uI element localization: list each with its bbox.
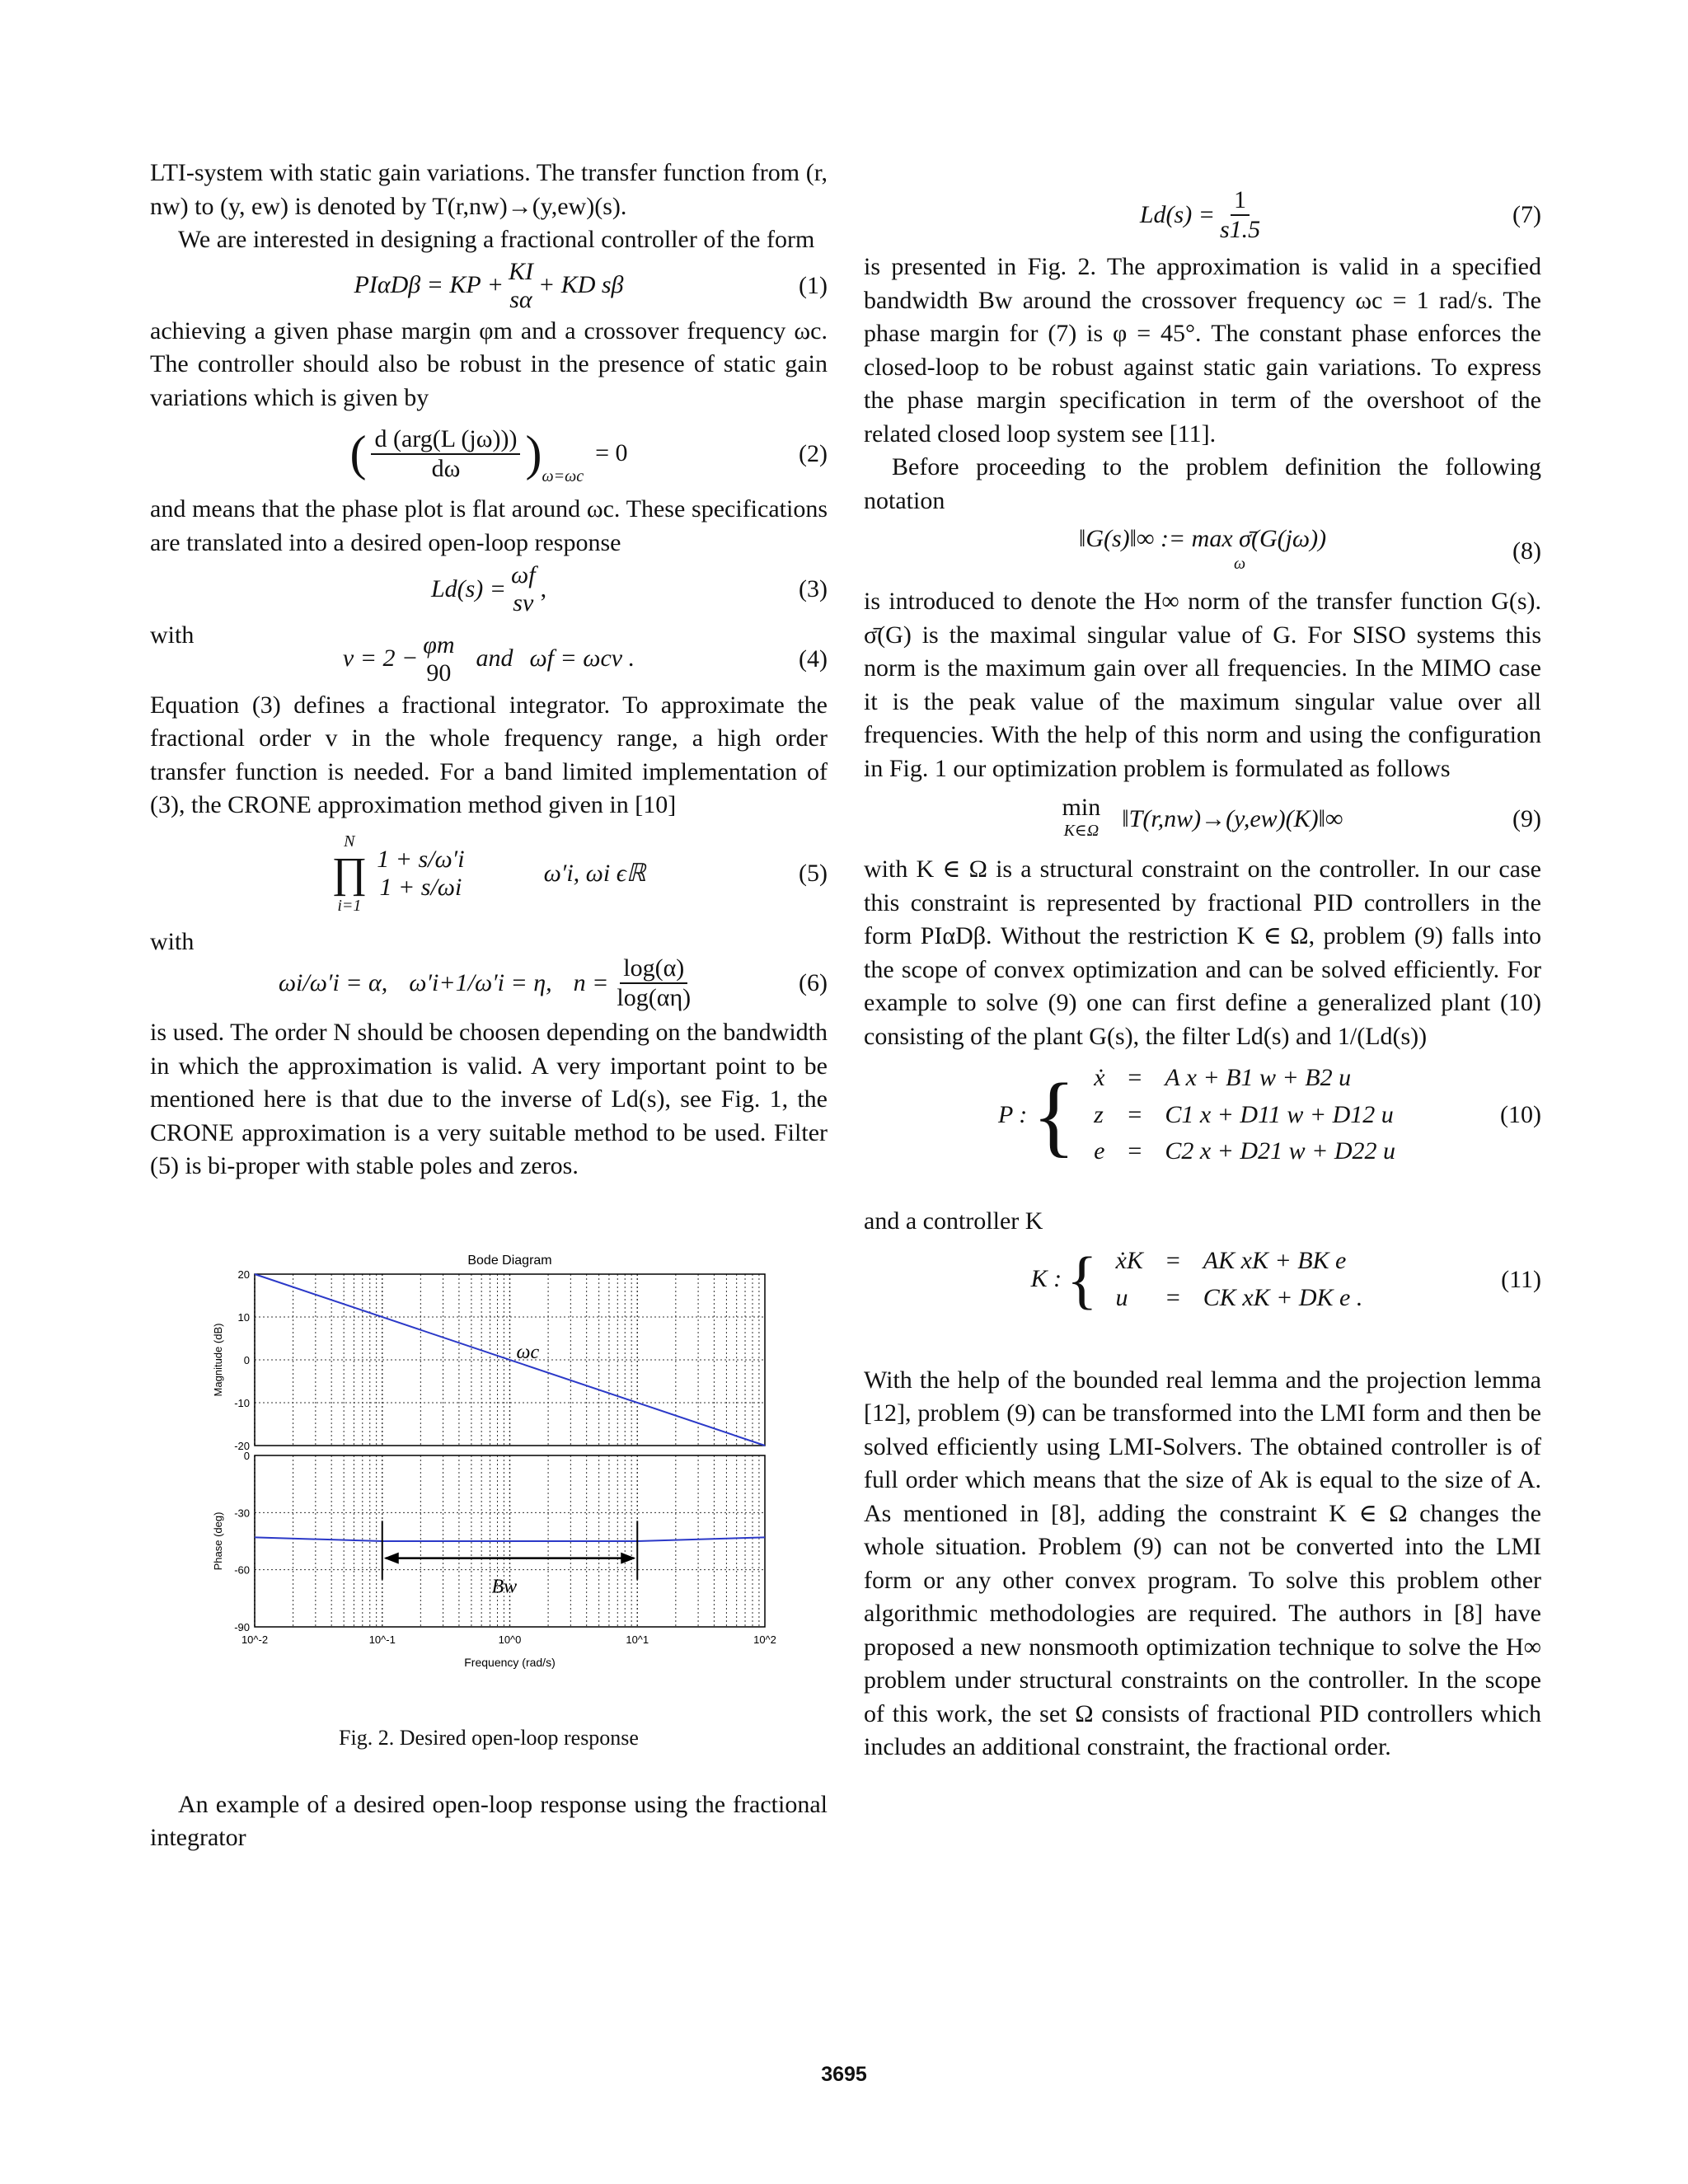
equation-6 <box>150 950 828 1016</box>
eq-text: and <box>476 644 513 673</box>
y-tick-label: -20 <box>234 1439 250 1452</box>
chart-title: Bode Diagram <box>467 1253 552 1268</box>
eq-subscript: K∈Ω <box>1063 822 1100 840</box>
eq-text: ‖G(s)‖∞ := max σ̄(G(jω)) <box>1078 525 1327 552</box>
equation-number: (3) <box>799 574 828 602</box>
y-tick-label: -30 <box>234 1506 250 1519</box>
paragraph: is used. The order N should be choosen depending on the bandwidth in which the approximation is valid. A very important point to be mentioned here is that due to the inverse of Ld(s), see Fig. 1, the CRONE approximation is a very suitable method to be used. Filter (5) is bi-proper with stable poles and zeros. <box>150 1019 828 1179</box>
eq-den: 90 <box>426 658 452 687</box>
paragraph: and a controller K <box>864 1207 1043 1235</box>
x-tick-label: 10^2 <box>753 1633 776 1646</box>
equation-number: (6) <box>799 968 828 996</box>
eq-text: ω′i+1/ω′i = η, <box>409 968 552 996</box>
y-tick-label: 20 <box>237 1268 250 1281</box>
equation-10 <box>864 1053 1541 1177</box>
system-row: ẋK = AK xK + BK e <box>1115 1247 1347 1274</box>
eq-subscript: ω <box>1233 555 1246 573</box>
product-symbol: ∏ <box>331 850 368 897</box>
y-tick-label: -60 <box>234 1563 250 1577</box>
eq-operator: min <box>1062 794 1101 821</box>
eq-subscript: ω=ωc <box>542 466 584 485</box>
equation-1 <box>150 257 828 315</box>
x-tick-label: 10^-2 <box>241 1633 269 1646</box>
system-table <box>1104 1243 1375 1316</box>
x-axis-label: Frequency (rad/s) <box>464 1655 556 1669</box>
eq-den: sv <box>513 589 534 616</box>
eq-num: φm <box>423 630 455 658</box>
equation-number: (11) <box>1501 1265 1541 1293</box>
annotation-bw: Bw <box>491 1576 518 1598</box>
system-table <box>1082 1060 1407 1170</box>
equation-number: (8) <box>1512 537 1541 565</box>
equation-number: (2) <box>799 439 828 467</box>
y-tick-label: -10 <box>234 1396 250 1409</box>
eq-text: Ld(s) = <box>1139 200 1215 228</box>
eq-text: ωi/ω′i = α, <box>278 968 388 996</box>
eq-text: n = <box>573 968 609 996</box>
eq-limit: N <box>344 832 355 851</box>
y-axis-label: Phase (deg) <box>212 1511 224 1570</box>
arrow-head <box>384 1552 399 1563</box>
equation-4 <box>150 630 828 689</box>
brace: { <box>1067 1243 1098 1315</box>
system-row: z = C1 x + D11 w + D12 u <box>1094 1100 1394 1128</box>
eq-text: ω′i, ωi ϵℝ <box>543 859 646 887</box>
paragraph: With the help of the bounded real lemma and the projection lemma [12], problem (9) can be transformed into the LMI form and then be solved efficiently using LMI-Solvers. The obtained controller is of full order which means that the size of Ak is equal to the size of A. As mentioned in [8], adding the constraint K ∈ Ω changes the whole situation. Problem (9) can not be converted into the LMI form or any other convex program. To solve this problem other algorithmic methodologies are required. The authors in [8] have proposed a new nonsmooth optimization technique to solve the H∞ problem under structural constraints on the controller. In the scope of this work, the set Ω consists of fractional PID controllers which includes an additional constraint, the fractional order. <box>864 1366 1541 1760</box>
left-column <box>150 157 828 1855</box>
paragraph: with K ∈ Ω is a structural constraint on the controller. In our case this constraint is represented by fractional PID controllers in the form PIαDβ. Without the restriction K ∈ Ω, problem (9) falls into the scope of convex optimization and can be solved efficiently. For example to solve (9) one can first define a generalized plant (10) consisting of the plant G(s), the filter Ld(s) and 1/(Ld(s)) <box>864 855 1541 1050</box>
paragraph: We are interested in designing a fractional controller of the form <box>178 226 815 253</box>
paragraph: is presented in Fig. 2. The approximation is valid in a specified bandwidth Bw around the crossover frequency ωc = 1 rad/s. The phase margin for (7) is φ = 45°. The constant phase enforces the closed-loop to be robust against static gain variations. To express the phase margin specification in term of the overshoot of the related closed loop system see [11]. <box>864 253 1541 448</box>
page-number: 3695 <box>821 2063 867 2086</box>
equation-8 <box>864 518 1541 585</box>
eq-den: s1.5 <box>1219 216 1261 243</box>
paragraph: with <box>150 927 195 955</box>
eq-num: ωf <box>511 561 536 588</box>
eq-text: Ld(s) = <box>430 574 507 602</box>
equation-number: (7) <box>1512 200 1541 228</box>
eq-label: K : <box>1030 1265 1062 1293</box>
equation-9 <box>864 785 1541 853</box>
eq-num: 1 + s/ω′i <box>377 846 465 873</box>
y-tick-label: -90 <box>234 1620 250 1633</box>
right-column <box>864 157 1541 1765</box>
y-axis-label: Magnitude (dB) <box>212 1323 224 1396</box>
equation-11 <box>864 1239 1541 1321</box>
eq-text: , <box>540 574 547 602</box>
eq-text: + KD sβ <box>537 271 624 299</box>
equation-2: ( $\frac{\text{d (arg(L (jω)))}}{d\omega}$ ) ω=ωc = 0 (2) <box>150 415 828 493</box>
paragraph: with <box>150 621 195 649</box>
eq-num: 1 <box>1231 186 1250 216</box>
equation-number: (9) <box>1512 804 1541 832</box>
equation-number: (5) <box>799 859 828 887</box>
eq-num: log(α) <box>620 954 687 984</box>
brace: { <box>1032 1065 1076 1165</box>
y-tick-label: 10 <box>237 1310 250 1324</box>
paragraph: Equation (3) defines a fractional integrator. To approximate the fractional order v in the whole frequency range, a high order transfer function is needed. For a band limited implementation of (3), the CRONE approximation method given in [10] <box>150 691 828 818</box>
eq-num: d (arg(L (jω))) <box>371 425 520 455</box>
system-row: ẋ = A x + B1 w + B2 u <box>1094 1064 1352 1092</box>
equation-3 <box>150 560 828 619</box>
system-row: e = C2 x + D21 w + D22 u <box>1094 1137 1395 1165</box>
paragraph: achieving a given phase margin φm and a crossover frequency ωc. The controller should also be robust in the presence of static gain variations which is given by <box>150 316 828 411</box>
system-row: u = CK xK + DK e . <box>1115 1283 1363 1311</box>
eq-num: KI <box>508 257 533 285</box>
y-tick-label: 0 <box>243 1449 250 1462</box>
x-tick-label: 10^1 <box>626 1633 649 1646</box>
arrow-head <box>621 1552 635 1563</box>
y-tick-label: 0 <box>243 1353 250 1366</box>
eq-text: ωf = ωcv . <box>529 644 635 673</box>
eq-den: sα <box>509 285 532 313</box>
eq-text: PIαDβ = KP + <box>354 271 504 299</box>
eq-den: 1 + s/ωi <box>379 874 462 901</box>
paragraph: Before proceeding to the problem definition the following notation <box>864 453 1541 514</box>
equation-number: (1) <box>799 271 828 299</box>
equation-number: (4) <box>799 644 828 673</box>
paragraph: LTI-system with static gain variations. The transfer function from (r, nw) to (y, ew) is denoted by T(r,nw)→(y,ew)(s). <box>150 159 828 220</box>
annotation-wc: ωc <box>516 1341 540 1363</box>
eq-label: P : <box>998 1100 1028 1128</box>
equation-number: (10) <box>1500 1100 1541 1128</box>
eq-den: log(αη) <box>617 984 692 1011</box>
equation-5 <box>150 823 828 926</box>
x-tick-label: 10^0 <box>498 1633 522 1646</box>
eq-den: dω <box>431 454 461 482</box>
eq-text: v = 2 − <box>342 644 419 673</box>
figure-caption: Fig. 2. Desired open-loop response <box>339 1726 639 1750</box>
eq-text: = 0 <box>595 439 628 467</box>
eq-limit: i=1 <box>337 897 362 915</box>
paragraph: An example of a desired open-loop response using the fractional integrator <box>150 1790 828 1851</box>
equation-7 <box>864 181 1541 249</box>
figure-2 <box>150 1243 828 1755</box>
paragraph: and means that the phase plot is flat around ωc. These specifications are translated into a desired open-loop response <box>150 495 828 556</box>
eq-text: ‖T(r,nw)→(y,ew)(K)‖∞ <box>1122 804 1343 832</box>
bode-diagram <box>150 1243 828 1704</box>
x-tick-label: 10^-1 <box>368 1633 396 1646</box>
paragraph: is introduced to denote the H∞ norm of the transfer function G(s). σ̄(G) is the maximal singular value of G. For SISO systems this norm is the maximum gain over all frequencies. In the MIMO case it is the peak value of the maximum singular value over all frequencies. With the help of this norm and using the configuration in Fig. 1 our optimization problem is formulated as follows <box>864 588 1541 782</box>
